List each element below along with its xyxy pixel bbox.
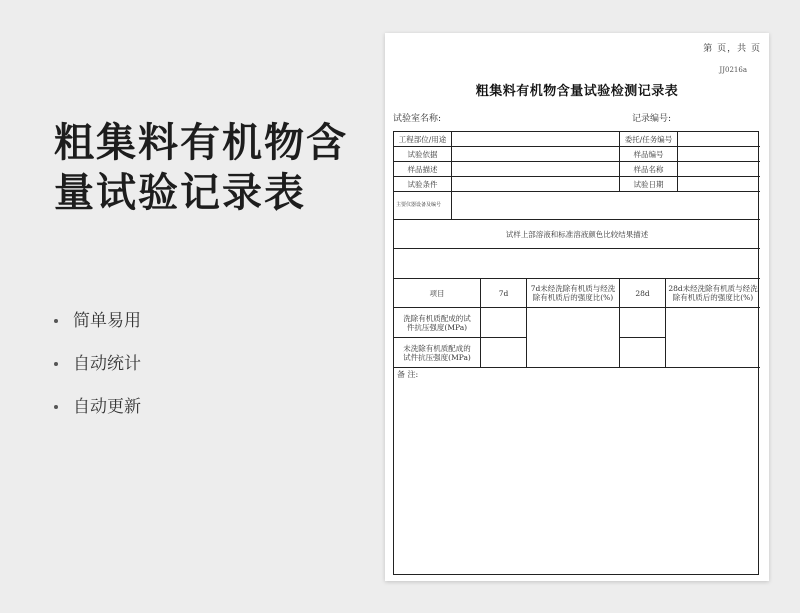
ratio-28d-value[interactable] (666, 308, 760, 368)
row-label: 工程部位/用途 (394, 132, 452, 147)
value-cell[interactable] (678, 162, 760, 177)
row-label: 样品描述 (394, 162, 452, 177)
row-label-washed: 洗除有机质配成的试件抗压强度(MPa) (394, 308, 481, 338)
feature-item (54, 396, 141, 418)
value-cell[interactable] (452, 177, 620, 192)
value-cell[interactable] (620, 338, 666, 368)
feature-label: 自动更新 (73, 397, 141, 417)
value-cell[interactable] (678, 132, 760, 147)
value-cell[interactable] (452, 147, 620, 162)
value-cell[interactable] (678, 147, 760, 162)
equipment-value[interactable] (452, 192, 760, 220)
header-7d: 7d (481, 279, 527, 308)
lab-name-label: 试验室名称: (393, 114, 442, 124)
header-ratio-28d: 28d未经洗除有机质与经洗除有机质后的强度比(%) (666, 279, 760, 308)
notes-label: 备 注: (397, 370, 419, 379)
row-label: 样品编号 (620, 147, 678, 162)
row-label: 试验依据 (394, 147, 452, 162)
header-item: 项目 (394, 279, 481, 308)
row-label: 样品名称 (620, 162, 678, 177)
header-28d: 28d (620, 279, 666, 308)
header-ratio-7d: 7d未经洗除有机质与经洗除有机质后的强度比(%) (527, 279, 620, 308)
feature-item (54, 353, 141, 375)
form-code: JJ0216a (719, 66, 747, 74)
promo-title: 粗集料有机物含量试验记录表 (54, 120, 348, 216)
record-table (393, 131, 759, 575)
feature-list (54, 310, 141, 439)
equipment-label: 主要仪器设备及编号 (394, 192, 452, 220)
bullet-icon (54, 405, 58, 409)
value-cell[interactable] (452, 162, 620, 177)
value-cell[interactable] (678, 177, 760, 192)
row-label-unwashed: 未洗除有机质配成的试件抗压强度(MPa) (394, 338, 481, 368)
color-compare-label: 试样上部溶液和标准溶液颜色比较结果描述 (394, 220, 760, 249)
value-cell[interactable] (452, 132, 620, 147)
bullet-icon (54, 362, 58, 366)
bullet-icon (54, 319, 58, 323)
feature-label: 简单易用 (73, 311, 141, 331)
row-label: 试验条件 (394, 177, 452, 192)
ratio-7d-value[interactable] (527, 308, 620, 368)
value-cell[interactable] (620, 308, 666, 338)
feature-item (54, 310, 141, 332)
sheet-title: 粗集料有机物含量试验检测记录表 (475, 84, 679, 99)
feature-label: 自动统计 (73, 354, 141, 374)
value-cell[interactable] (481, 308, 527, 338)
color-compare-value[interactable] (394, 249, 760, 279)
record-sheet (385, 33, 769, 581)
row-label: 委托/任务编号 (620, 132, 678, 147)
value-cell[interactable] (481, 338, 527, 368)
page-number: 第 页，共 页 (703, 44, 761, 54)
row-label: 试验日期 (620, 177, 678, 192)
record-number-label: 记录编号: (632, 114, 672, 124)
